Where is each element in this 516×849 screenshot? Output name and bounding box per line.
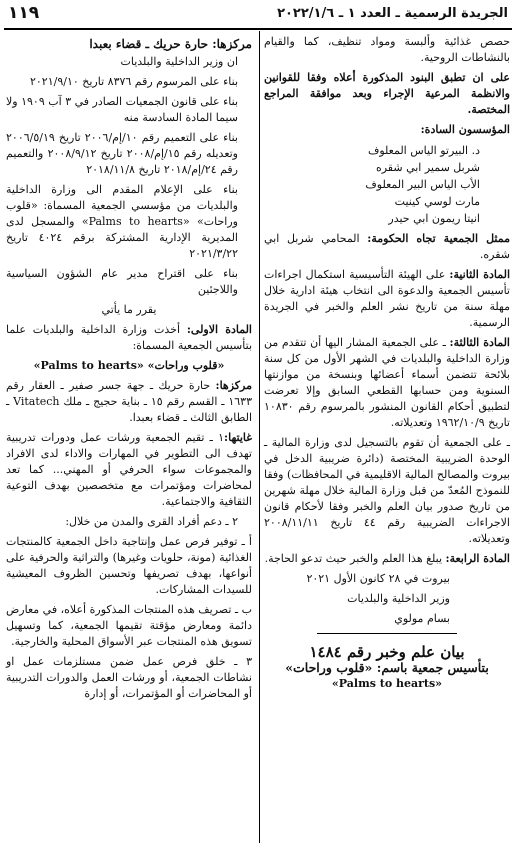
goal-1-text: ١ ـ تقيم الجمعية ورشات عمل ودورات تدريبية تهدف الى التطوير في المهارات والاداء لدى الافراد والمجموعات سواء الحرفي أو المهني... كما تعد لمحاضرات ومؤتمرات مع متخصصين بهدف التوعية الثقافية والاجتماعية. bbox=[6, 431, 252, 508]
founder-item: مارت لوسي كينيت bbox=[394, 195, 480, 208]
notice-subtitle: بتأسيس جمعية باسم: «قلوب وراحات» bbox=[285, 660, 489, 675]
page-number: ١١٩ bbox=[8, 3, 40, 23]
preamble-proposal: بناء على اقتراح مدير عام الشؤون السياسية واللاجئين bbox=[6, 267, 238, 296]
article-3 bbox=[264, 335, 510, 431]
article-2-label: المادة الثانية: bbox=[449, 268, 511, 281]
signature-role: وزير الداخلية والبلديات bbox=[347, 592, 450, 605]
gov-rep-name: المحامي شربل ابي شقره. bbox=[264, 232, 510, 261]
column-separator bbox=[259, 31, 260, 843]
signature-name: بسام مولوي bbox=[394, 612, 450, 625]
signature-block bbox=[264, 571, 510, 627]
preamble-law: بناء على قانون الجمعيات الصادر في ٣ آب ١٩٠٩ ولا سيما المادة السادسة منه bbox=[6, 95, 239, 124]
goal-2: ٢ ـ دعم أفراد القرى والمدن من خلال: bbox=[65, 515, 238, 528]
article-1-label: المادة الاولى: bbox=[186, 323, 252, 336]
gov-rep-label: ممثل الجمعية تجاه الحكومة: bbox=[367, 232, 510, 245]
minister-intro: ان وزير الداخلية والبلديات bbox=[120, 55, 238, 68]
preamble-circulars: بناء على التعميم رقم ١٠/إم/٢٠٠٦ تاريخ ٢٠٠٦/٥/١٩ وتعديله رقم ١٥/إم/٢٠٠٨ تاريخ ٢٠٠٨/٩/١٢ والتعميم رقم ٢٤/إم/٢٠١٨ تاريخ ٢٠١٨/١١/٨ bbox=[6, 131, 238, 176]
preamble-decree: بناء على المرسوم رقم ٨٣٧٦ تاريخ ٢٠٢١/٩/١٠ bbox=[29, 75, 238, 88]
headquarters-text: حارة حريك ـ جهة جسر صفير ـ العقار رقم ١٦٣٣ ـ القسم رقم ١٥ ـ بناية حجيج ـ ملك Vitatech ـ الطابق الثالث ـ قضاء بعبدا. bbox=[6, 379, 252, 424]
association-hq-title: مركزها: حارة حريك ـ قضاء بعبدا bbox=[89, 37, 252, 51]
article-1 bbox=[6, 322, 252, 354]
founder-item: شربل سمير ابي شقره bbox=[375, 161, 480, 174]
goal-3: ٣ ـ خلق فرص عمل ضمن مستلزمات عمل او نشاطات الجمعية، أو ورشات العمل والدورات التدريبية أو المحاضرات أو المؤتمرات، أو إدارة bbox=[6, 655, 252, 700]
article-4 bbox=[264, 551, 510, 567]
article-4-text: يبلغ هذا العلم والخبر حيث تدعو الحاجة. bbox=[264, 552, 443, 565]
founders-list bbox=[264, 142, 480, 227]
continued-paragraph: حصص غذائية وألبسة ومواد تنظيف، كما والقيام بالنشاطات الروحية. bbox=[264, 35, 510, 64]
founder-item: انيتا ريمون ابي حيدر bbox=[388, 212, 480, 225]
goal-2a: أ ـ توفير فرص عمل وإنتاجية داخل الجمعية كالمنتجات الغذائية (مونة، حلويات وغيرها) والتراثية والحرفية على أنواعها، بهدف تصريفها وتحسين الظروف المعيشية للسيدات المشاركات. bbox=[6, 535, 252, 596]
decides-heading: يقرر ما يأتي bbox=[101, 303, 157, 316]
founder-item: د. البيرتو الياس المعلوف bbox=[367, 144, 480, 157]
article-3-text: ـ على الجمعية المشار اليها أن تتقدم من وزارة الداخلية والبلديات في الشهر الأول من كل سنة بلائحة تتضمن أسماء أعضائها وبنسخة من موازنتها السنوية ومن حسابها القطعي السابق وإلا تعرضت لتطبيق أحكام القانون المنشور بالمرسوم رقم ١٠٨٣٠ تاريخ ١٩٦٢/١٠/٩ وتعديلاته. bbox=[264, 336, 510, 429]
gazette-issue-title: الجريدة الرسمية ـ العدد ١ ـ ٢٠٢٢/١/٦ bbox=[277, 6, 508, 21]
article-4-label: المادة الرابعة: bbox=[445, 552, 510, 565]
article-2 bbox=[264, 267, 510, 331]
headquarters-label: مركزها: bbox=[215, 379, 252, 392]
article-3-label: المادة الثالثة: bbox=[449, 336, 510, 349]
goals bbox=[6, 430, 252, 510]
association-name: «قلوب وراحات» «Palms to hearts» bbox=[33, 359, 225, 372]
headquarters bbox=[6, 378, 252, 426]
founders-label: المؤسسون السادة: bbox=[420, 123, 510, 136]
article-3-tax: ـ على الجمعية أن تقوم بالتسجيل لدى وزارة المالية ـ الوحدة الضريبية المختصة (دائرة ضريبية الدخل في بيروت والمصالح المالية الاقليمية في المحافظات) وفقا للنموذج المُعدّ من قبل وزارة المالية خلال مهلة شهرين من تاريخ صدور بيان العلم والخبر وفقا لأحكام قانون الاجراءات الضريبية رقم ٤٤ تاريخ ٢٠٠٨/١١/١١ وتعديلاته. bbox=[264, 436, 510, 545]
section-divider bbox=[317, 633, 457, 634]
preamble-notification: بناء على الإعلام المقدم الى وزارة الداخلية والبلديات من مؤسسي الجمعية المسماة: «قلوب وراحات» «Palms to hearts» والمسجل لدى المديرية الإدارية المشتركة برقم ٤٠٢٤ تاريخ ٢٠٢١/٣/٢٢ bbox=[6, 183, 238, 260]
gov-representative bbox=[264, 231, 510, 263]
notice-title: بيان علم وخبر رقم ١٤٨٤ bbox=[309, 643, 465, 661]
founder-item: الأب الياس البير المعلوف bbox=[365, 178, 480, 191]
article-2-text: على الهيئة التأسيسية استكمال اجراءات تأسيس الجمعية والدعوة الى انتخاب هيئة ادارية خلال مهلة سنة من تاريخ نشر العلم والخبر في الجريدة الرسمية. bbox=[264, 268, 510, 329]
header-rule bbox=[4, 28, 512, 30]
right-column bbox=[264, 34, 510, 692]
left-column bbox=[6, 34, 252, 706]
signature-date: بيروت في ٢٨ كانون الأول ٢٠٢١ bbox=[306, 572, 450, 585]
compliance-clause: على ان تطبق البنود المذكورة أعلاه وفقا للقوانين والانظمة المرعية الإجراء وبعد موافقة المراجع المختصة. bbox=[264, 71, 510, 116]
goal-2b: ب ـ تصريف هذه المنتجات المذكورة أعلاه، في معارض دائمة ومعارض مؤقتة تقيمها الجمعية، كما وتسهيل تسويق هذه المنتجات عبر الأسواق المحلية والخارجية. bbox=[6, 603, 252, 648]
goals-label: غايتها: bbox=[224, 431, 252, 444]
notice-english-name: «Palms to hearts» bbox=[331, 677, 443, 690]
article-1-text: أخذت وزارة الداخلية والبلديات علما بتأسيس الجمعية المسماة: bbox=[6, 323, 252, 352]
page-header bbox=[0, 0, 516, 30]
